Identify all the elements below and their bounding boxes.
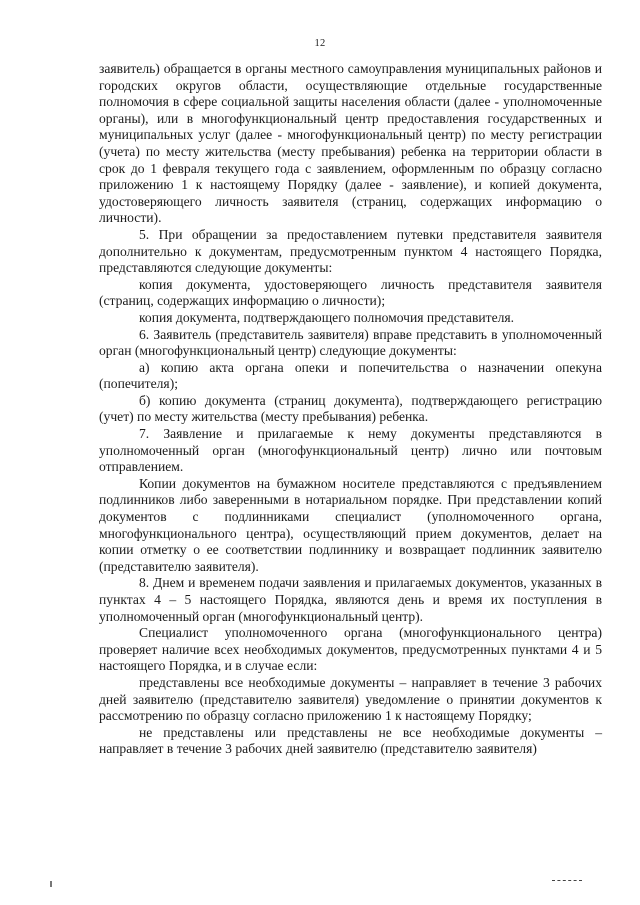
paragraph-missing-docs: не представлены или представлены не все необходимые документы – направляет в течение 3 рабочих дней заявителю (представителю заявителя) bbox=[99, 724, 602, 757]
paragraph-copy-authority: копия документа, подтверждающего полномочия представителя. bbox=[139, 309, 515, 325]
paragraph-specialist: Специалист уполномоченного органа (многофункционального центра) проверяет наличие всех необходимых документов, предусмотренных пунктами 4 и 5 настоящего Порядка, и в случае если: bbox=[99, 625, 602, 674]
paragraph-item-7: 7. Заявление и прилагаемые к нему документы представляются в уполномоченный орган (многофункциональный центр) лично или почтовым отправлением. bbox=[99, 426, 602, 475]
document-body bbox=[99, 61, 602, 758]
paragraph-copy-id: копия документа, удостоверяющего личность представителя заявителя (страниц, содержащих информацию о личности); bbox=[99, 276, 602, 309]
paragraph-all-docs: представлены все необходимые документы – направляет в течение 3 рабочих дней заявителю (представителю заявителя) уведомление о принятии документов к рассмотрению по образцу согласно приложению 1 к настоящему Порядку; bbox=[99, 674, 602, 724]
paragraph-item-6a: а) копию акта органа опеки и попечительства о назначении опекуна (попечителя); bbox=[99, 359, 602, 392]
paragraph-copies: Копии документов на бумажном носителе представляются с предъявлением подлинников либо заверенными в нотариальном порядке. При представлении копий документов с подлинниками специалист (уполномоченного органа, многофункционального центра), осуществляющий прием документов, делает на копии отметку о ее соответствии подлиннику и возвращает подлинник заявителю (представителю заявителя). bbox=[99, 475, 602, 574]
paragraph-continuation: заявитель) обращается в органы местного самоуправления муниципальных районов и городских округов области, осуществляющие отдельные государственные полномочия в сфере социальной защиты населения области (далее - уполномоченные органы), или в многофункциональный центр предоставления государственных и муниципальных услуг (далее - многофункциональный центр) по месту регистрации (учета) по месту жительства (месту пребывания) ребенка на территории области в срок до 1 февраля текущего года с заявлением, оформленным по образцу согласно приложению 1 к настоящему Порядку (далее - заявление), и копией документа, удостоверяющего личность заявителя (страниц, содержащих информацию о личности). bbox=[99, 61, 602, 226]
scan-artifact-mark bbox=[552, 880, 582, 883]
scan-artifact-mark bbox=[50, 881, 52, 887]
paragraph-item-6: 6. Заявитель (представитель заявителя) вправе представить в уполномоченный орган (многофункциональный центр) следующие документы: bbox=[99, 326, 602, 359]
paragraph-item-6b: б) копию документа (страниц документа), подтверждающего регистрацию (учет) по месту жительства (месту пребывания) ребенка. bbox=[99, 392, 602, 425]
paragraph-item-8: 8. Днем и временем подачи заявления и прилагаемых документов, указанных в пунктах 4 – 5 настоящего Порядка, являются день и время их поступления в уполномоченный орган (многофункциональный центр). bbox=[99, 575, 602, 624]
page-number: 12 bbox=[314, 38, 326, 49]
paragraph-item-5: 5. При обращении за предоставлением путевки представителя заявителя дополнительно к документам, предусмотренным пунктом 4 настоящего Порядка, представляются следующие документы: bbox=[99, 226, 602, 276]
